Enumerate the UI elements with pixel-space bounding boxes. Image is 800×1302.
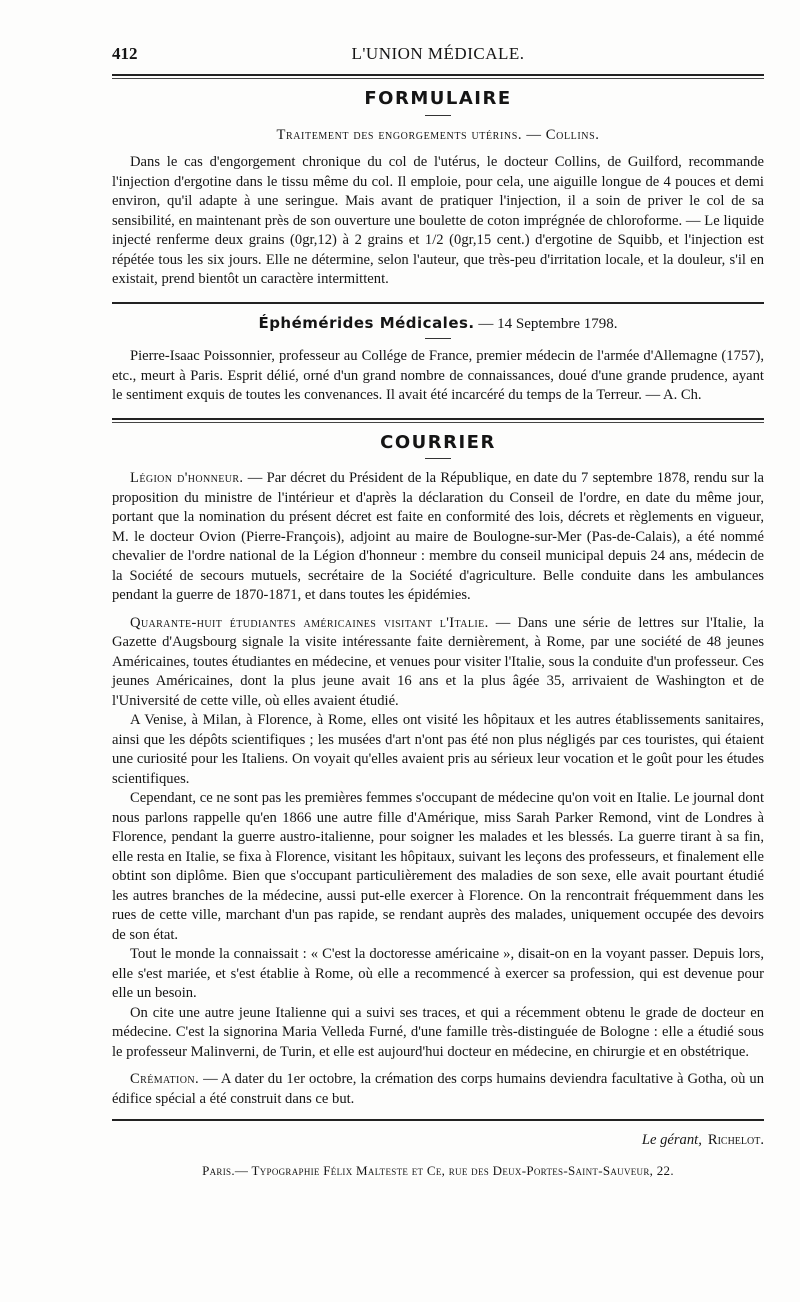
short-divider [425, 458, 451, 459]
header-rule [112, 74, 764, 76]
etudiantes-paragraph [112, 614, 764, 712]
article-title: Traitement des engorgements utérins. — Collins. [276, 126, 600, 143]
courrier-title: COURRIER [380, 431, 496, 453]
running-title: L'UNION MÉDICALE. [351, 44, 525, 63]
page-header [112, 44, 764, 74]
etudiantes-paragraph-4: Tout le monde la connaissait : « C'est la doctoresse américaine », disait-on en la voyant passer. Depuis lors, elle s'est mariée, et s'est établie à Rome, où elle a recommencé à exercer sa profession, qui est devenue pour elle un besoin. [112, 946, 764, 1001]
printer-imprint: Paris.— Typographie Félix Malteste et Ce, rue des Deux-Portes-Saint-Sauveur, 22. [202, 1162, 674, 1178]
signature [112, 1131, 764, 1151]
header-rule-thin [112, 78, 764, 79]
cremation-body: — A dater du 1er octobre, la crémation des corps humains deviendra facultative à Gotha, où un édifice spécial a été construit dans ce but. [112, 1071, 764, 1107]
section-divider [112, 302, 764, 304]
etudiantes-paragraph-5: On cite une autre jeune Italienne qui a suivi ses traces, et qui a récemment obtenu le grade de docteur en médecine. C'est la signorina Maria Velleda Furné, d'une famille très-distinguée de Bologne : elle a étudié sous le professeur Malinverni, de Turin, et elle est aujourd'hui docteur en médecine, en chirurgie et en obstétrique. [112, 1004, 764, 1060]
ephemerides-heading [112, 314, 764, 335]
ephemerides-label: Éphémérides Médicales. [258, 313, 475, 332]
signature-role: Le gérant, [641, 1132, 702, 1148]
footer-divider [112, 1119, 764, 1121]
page-number: 412 [112, 44, 138, 63]
short-divider [425, 115, 451, 116]
etudiantes-paragraph-3: Cependant, ce ne sont pas les premières femmes s'occupant de médecine qu'on voit en Italie. Le journal dont nous parlons rappelle qu'en 1866 une autre fille d'Amérique, miss Sarah Parker Remond, vint de Londres à Florence, pendant la guerre austro-italienne, pour soigner les malades et les blessés. La guerre tirant à sa fin, elle resta en Italie, se fixa à Florence, visitant les hôpitaux, suivant les leçons des professeurs, et finalement elle obtint son diplôme. Bien que s'occupant particulièrement des maladies de son sexe, elle avait pourtant étudié les autres branches de la médecine, aussi put-elle exercer à Florence. On la rencontrait fréquemment dans les rues de cette ville, marchant d'un pas rapide, se rendant auprès des malades, uniquement occupée des devoirs de son état. [112, 790, 764, 943]
signature-name: Richelot. [707, 1132, 764, 1148]
cremation-lead: Crémation. [130, 1071, 200, 1087]
section-divider [112, 418, 764, 423]
ephemerides-body: Pierre-Isaac Poissonnier, professeur au Collége de France, premier médecin de l'armée d'Allemagne (1757), etc., meurt à Paris. Esprit délié, orné d'un grand nombre de connaissances, doué d'une grande prudence, ayant le sentiment exquis de toutes les convenances. Il avait été incarcéré du temps de la Terreur. — A. Ch. [112, 348, 764, 403]
legion-paragraph [112, 469, 764, 606]
ephemerides-date: — 14 Septembre 1798. [478, 315, 618, 332]
legion-body: — Par décret du Président de la République, en date du 7 septembre 1878, rendu sur la proposition du ministre de l'intérieur et d'après la déclaration du Conseil de l'ordre, en date du même jour, portant que la nomination du présent décret est faite en conformité des lois, décrets et règlements en vigueur, M. le docteur Ovion (Pierre-François), adjoint au maire de Boulogne-sur-Mer (Pas-de-Calais), a été nommé chevalier de l'ordre national de la Légion d'honneur : membre du conseil municipal depuis 24 ans, médecin de la Société de secours mutuels, secrétaire de la Société d'agriculture. Belle conduite dans les ambulances pendant la guerre de 1870-1871, et dans toutes les épidémies. [112, 470, 764, 603]
etudiantes-lead: Quarante-huit étudiantes américaines visitant l'Italie. [130, 614, 489, 631]
etudiantes-body: — Dans une série de lettres sur l'Italie, la Gazette d'Augsbourg signale la visite intéressante faite dernièrement, à Rome, par une société de 48 jeunes Américaines, toutes étudiantes en médecine, et venues pour visiter l'Italie, sous la conduite d'un professeur. Ces jeunes Américaines, dont la plus jeune avait 16 ans et la plus âgée 35, arrivaient de Washington et de l'Université de cette ville, où elles avaient étudié. [112, 614, 764, 709]
cremation-paragraph [112, 1070, 764, 1109]
legion-lead: Légion d'honneur. [130, 470, 244, 486]
short-divider [425, 338, 451, 339]
formulaire-body: Dans le cas d'engorgement chronique du col de l'utérus, le docteur Collins, de Guilford, recommande l'injection d'ergotine dans le tissu même du col. Il emploie, pour cela, une aiguille longue de 4 pouces et demi environ, qu'il adapte à une seringue. Mais avant de pratiquer l'injection, il a soin de priver le col de sa sensibilité, en maintenant près de son ouverture une boulette de coton imprégnée de chloroforme. — Le liquide injecté renferme deux grains (0gr,12) à 2 grains et 1/2 (0gr,15 cent.) d'ergotine de Squibb, et l'injection est répétée tous les six jours. Elle ne détermine, selon l'auteur, que très-peu d'irritation locale, et la douleur, s'il en existait, prend bientôt un caractère intermittent. [112, 154, 764, 287]
etudiantes-paragraph-2: A Venise, à Milan, à Florence, à Rome, elles ont visité les hôpitaux et les autres établissements sanitaires, ainsi que les dépôts scientifiques ; les musées d'art n'ont pas été non plus négligés par ces touristes, qui étaient une curiosité pour les Italiens. On voyait qu'elles avaient pris au sérieux leur vocation et le goût pour les études scientifiques. [112, 712, 764, 787]
journal-page [112, 44, 764, 1180]
formulaire-title: FORMULAIRE [364, 88, 512, 109]
